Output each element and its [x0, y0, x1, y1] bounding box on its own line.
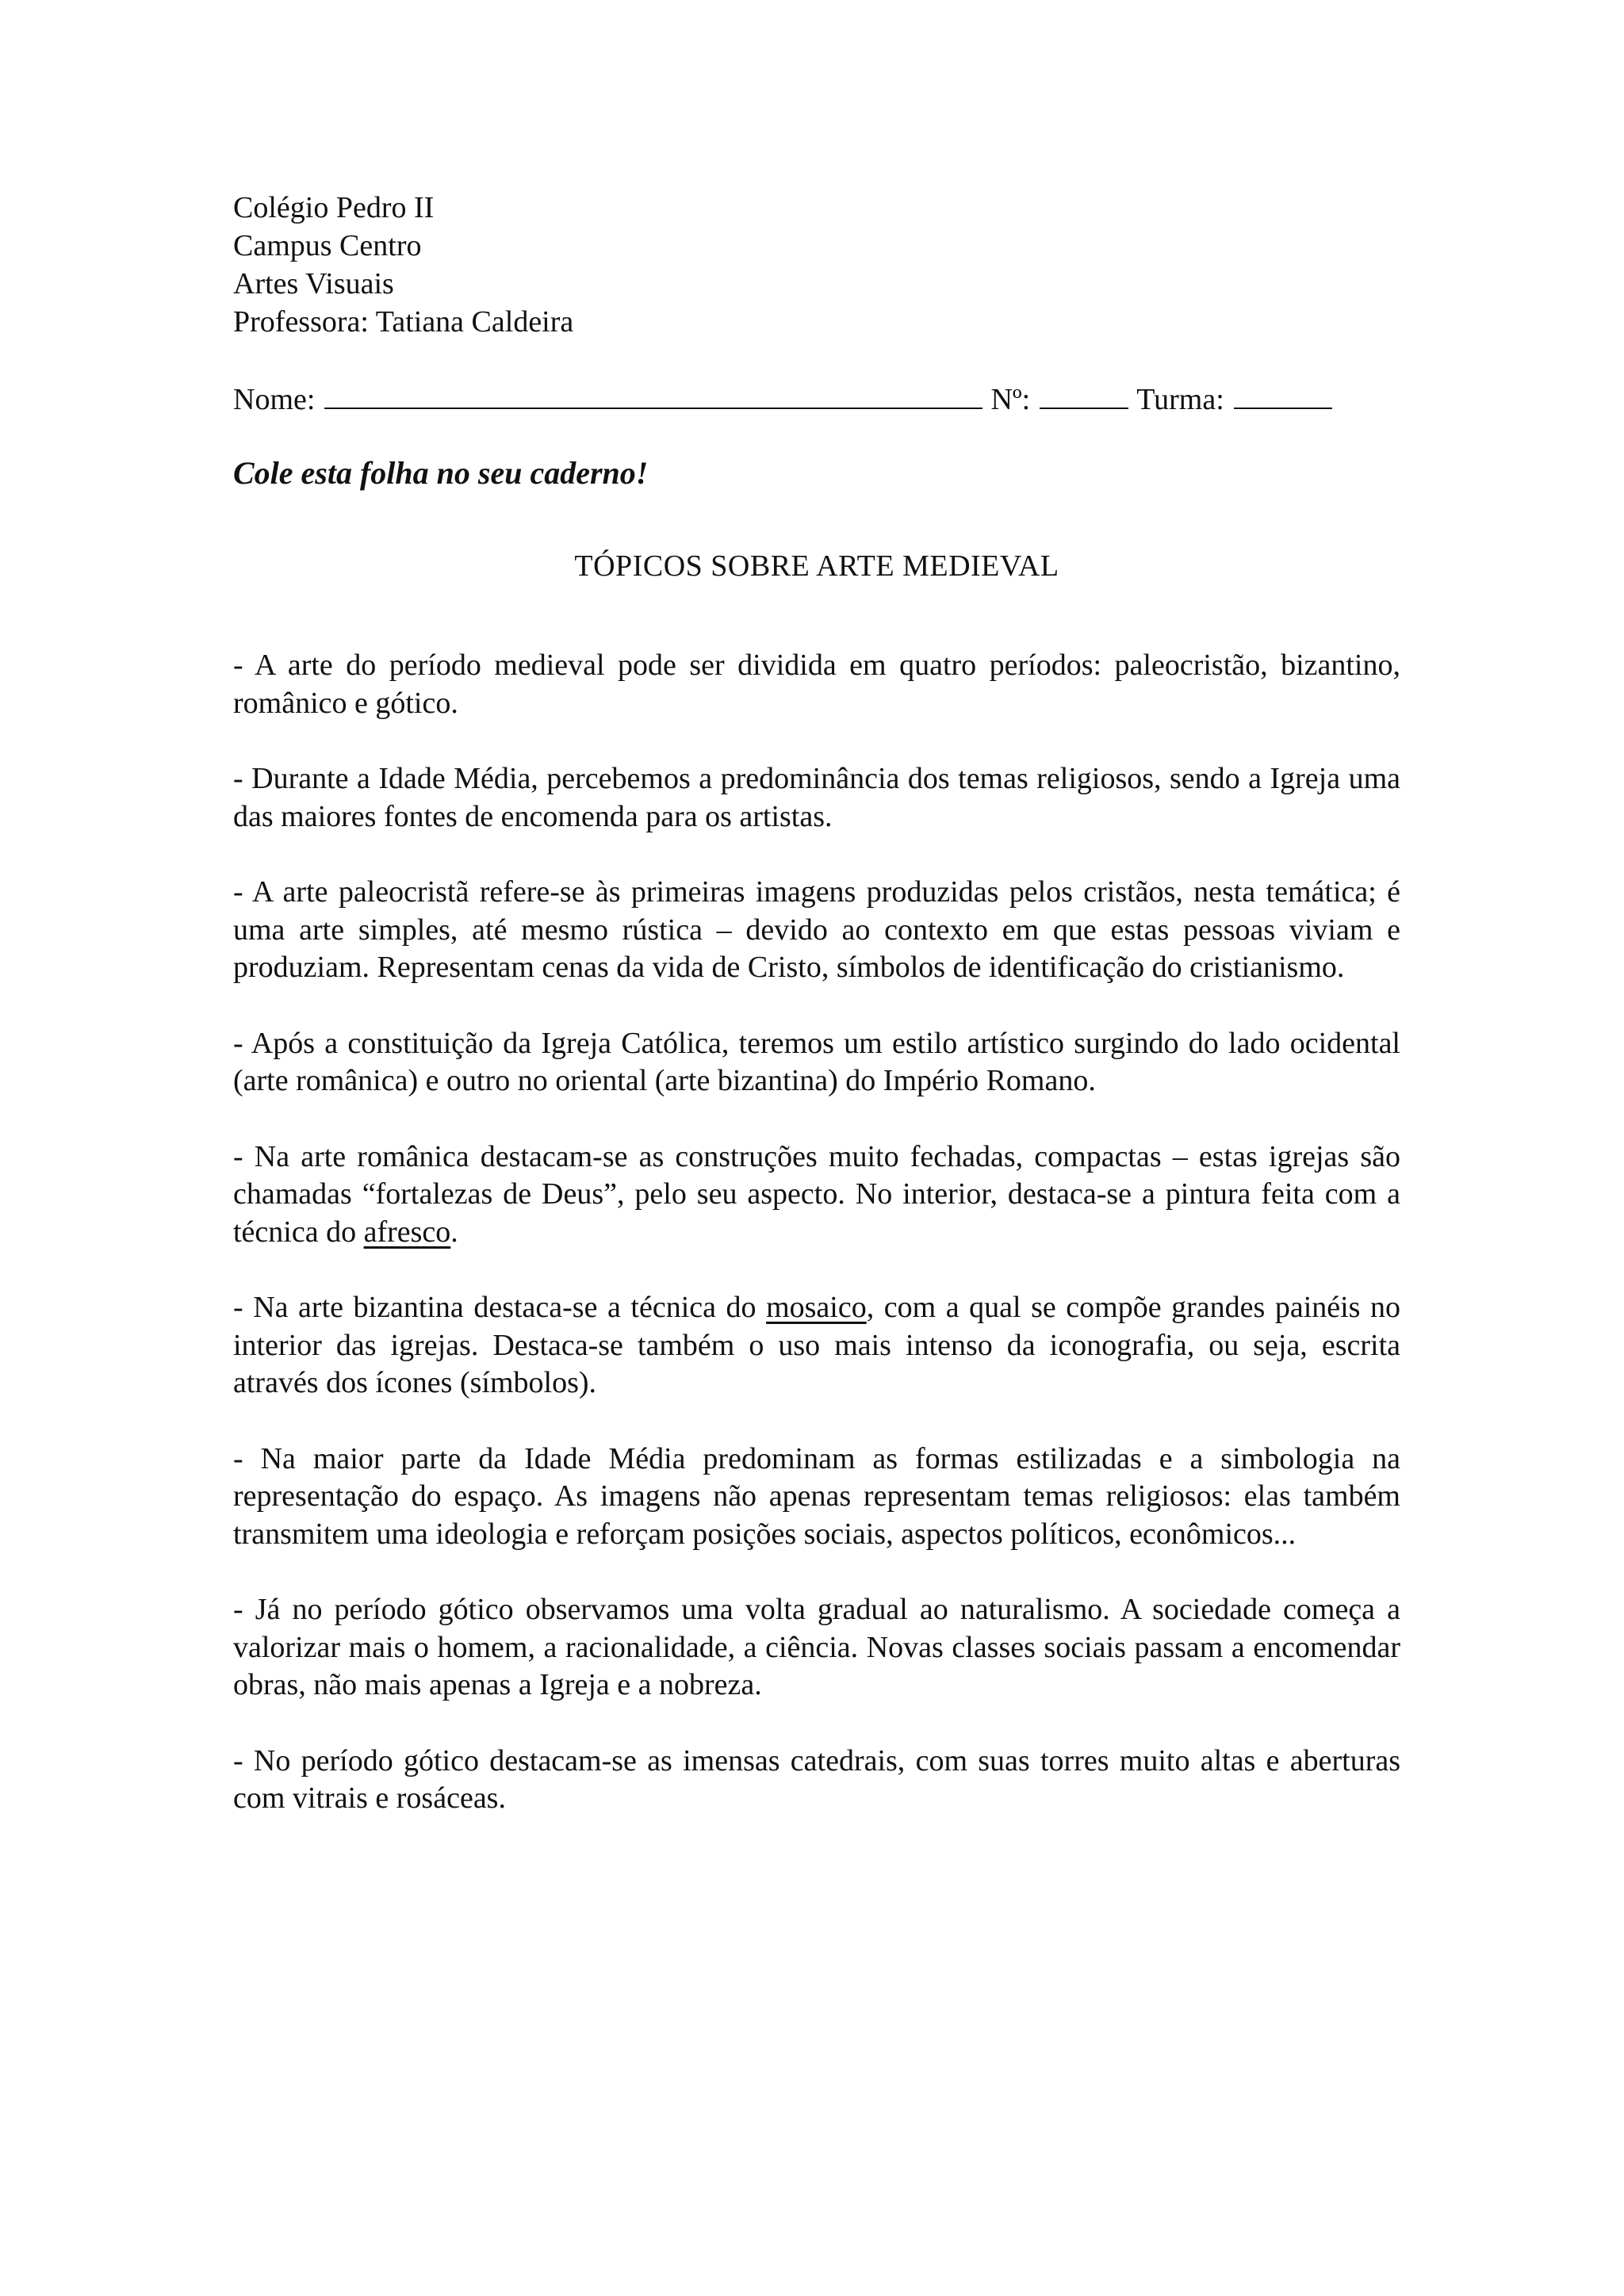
topic-text: , com a qual se compõe grandes painéis no interior das igrejas. Destaca-se também o uso mais intenso da iconografia, ou seja, escrita através dos ícones (símbolos).: [233, 1291, 1401, 1399]
topic-paragraph: - Após a constituição da Igreja Católica, teremos um estilo artístico surgindo do lado ocidental (arte românica) e outro no oriental (arte bizantina) do Império Romano.: [233, 1026, 1400, 1097]
number-label: Nº:: [990, 383, 1031, 416]
topics-list: [233, 647, 1400, 1818]
topic-paragraph: - Durante a Idade Média, percebemos a predominância dos temas religiosos, sendo a Igreja uma das maiores fontes de encomenda para os artistas.: [233, 762, 1400, 833]
document-page: [233, 189, 1400, 1856]
topic-paragraph: - A arte paleocristã refere-se às primeiras imagens produzidas pelos cristãos, nesta temática; é uma arte simples, até mesmo rústica – devido ao contexto em que estas pessoas viviam e produziam. Representam cenas da vida de Cristo, símbolos de identificação do cristianismo.: [233, 875, 1400, 984]
document-title: TÓPICOS SOBRE ARTE MEDIEVAL: [574, 549, 1059, 583]
topic-text: - Na arte românica destacam-se as construções muito fechadas, compactas – estas igrejas são chamadas “fortalezas de Deus”, pelo seu aspecto. No interior, destaca-se a pintura feita com a técnica do: [233, 1139, 1400, 1249]
instruction-text: Cole esta folha no seu caderno!: [233, 455, 649, 491]
document-header: [233, 189, 1400, 341]
underlined-term-mosaico: mosaico: [766, 1291, 867, 1324]
topic-paragraph: - Já no período gótico observamos uma volta gradual ao naturalismo. A sociedade começa a valorizar mais o homem, a racionalidade, a ciência. Novas classes sociais passam a encomendar obras, não mais apenas a Igreja e a nobreza.: [233, 1593, 1400, 1701]
school-name: Colégio Pedro II: [233, 191, 435, 224]
student-info-row: [233, 381, 1400, 419]
topic-text: - Na arte bizantina destaca-se a técnica do: [233, 1291, 767, 1324]
topic-paragraph: - Na maior parte da Idade Média predominam as formas estilizadas e a simbologia na representação do espaço. As imagens não apenas representam temas religiosos: elas também transmitem uma ideologia e reforçam posições sociais, aspectos políticos, econômicos...: [233, 1441, 1400, 1551]
topic-paragraph: - No período gótico destacam-se as imensas catedrais, com suas torres muito altas e aberturas com vitrais e rosáceas.: [233, 1743, 1400, 1815]
topic-paragraph: [233, 1289, 1400, 1402]
topic-text: .: [450, 1215, 458, 1249]
name-label: Nome:: [233, 383, 316, 416]
teacher-name: Professora: Tatiana Caldeira: [233, 305, 574, 339]
topic-paragraph: - A arte do período medieval pode ser dividida em quatro períodos: paleocristão, bizantino, românico e gótico.: [233, 649, 1400, 720]
campus-name: Campus Centro: [233, 229, 422, 262]
class-blank[interactable]: [1234, 381, 1332, 409]
name-blank[interactable]: [324, 381, 982, 409]
underlined-term-afresco: afresco: [363, 1215, 451, 1249]
number-blank[interactable]: [1040, 381, 1128, 409]
subject-name: Artes Visuais: [233, 267, 394, 300]
topic-paragraph: [233, 1138, 1400, 1252]
class-label: Turma:: [1136, 383, 1224, 416]
